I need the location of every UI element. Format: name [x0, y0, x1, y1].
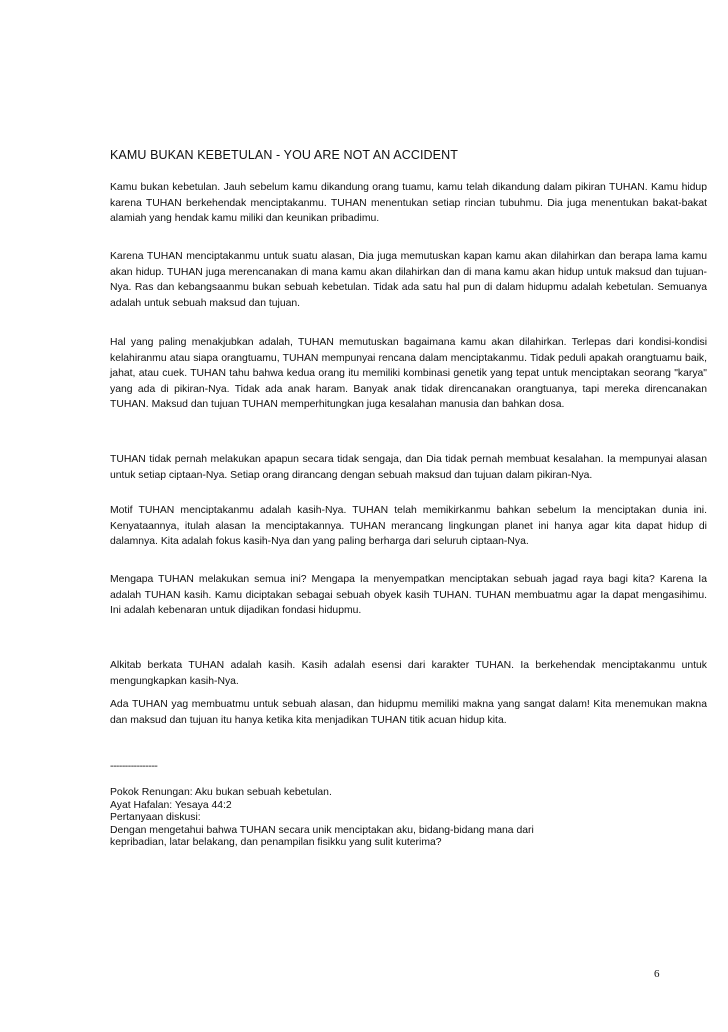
paragraph-5: Motif TUHAN menciptakanmu adalah kasih-Nya. TUHAN telah memikirkanmu bahkan sebelum Ia menciptakan dunia ini. Kenyataannya, itulah alasan Ia menciptakannya. TUHAN merancang lingkungan planet ini hanya agar kita dapat hidup di dalamnya. Kita adalah fokus kasih-Nya dan yang paling berharga dari seluruh ciptaan-Nya.	[110, 505, 707, 547]
document-title: KAMU BUKAN KEBETULAN - YOU ARE NOT AN ACCIDENT	[110, 148, 458, 162]
paragraph-3: Hal yang paling menakjubkan adalah, TUHAN memutuskan bagaimana kamu akan dilahirkan. Terlepas dari kondisi-kondisi kelahiranmu atau siapa orangtuamu, TUHAN mempunyai rencana dalam menciptakanmu. Tidak peduli apakah orangtuamu baik, jahat, atau cuek. TUHAN tahu bahwa kedua orang itu memiliki kombinasi genetik yang tepat untuk menciptakan seorang "karya" yang ada di pikiran-Nya. Tidak ada anak haram. Banyak anak tidak direncanakan orangtuanya, tapi mereka direncanakan TUHAN. Maksud dan tujuan TUHAN memperhitungkan juga kesalahan manusia dan bahkan dosa.	[110, 337, 707, 410]
paragraph-1: Kamu bukan kebetulan. Jauh sebelum kamu dikandung orang tuamu, kamu telah dikandung dalam pikiran TUHAN. Kamu hidup karena TUHAN berkehendak menciptakanmu. TUHAN menentukan setiap rincian tubuhmu. Dia juga menentukan bakat-bakat alamiah yang hendak kamu miliki dan keunikan pribadimu.	[110, 182, 707, 224]
page-number: 6	[654, 968, 660, 980]
discussion-question-line-2: kepribadian, latar belakang, dan penampilan fisikku yang sulit kuterima?	[110, 837, 442, 848]
diskusi-label: Pertanyaan diskusi:	[110, 812, 201, 823]
paragraph-4: TUHAN tidak pernah melakukan apapun secara tidak sengaja, dan Dia tidak pernah membuat kesalahan. Ia mempunyai alasan untuk setiap ciptaan-Nya. Setiap orang dirancang dengan sebuah maksud dan tujuan dalam pikiran-Nya.	[110, 454, 707, 481]
paragraph-8: Ada TUHAN yag membuatmu untuk sebuah alasan, dan hidupmu memiliki makna yang sangat dalam! Kita menemukan makna dan maksud dan tujuan itu hanya ketika kita menjadikan TUHAN titik acuan hidup kita.	[110, 699, 707, 726]
paragraph-7: Alkitab berkata TUHAN adalah kasih. Kasih adalah esensi dari karakter TUHAN. Ia berkehendak menciptakanmu untuk mengungkapkan kasih-Nya.	[110, 660, 707, 687]
paragraph-6: Mengapa TUHAN melakukan semua ini? Mengapa Ia menyempatkan menciptakan sebuah jagad raya bagi kita? Karena Ia adalah TUHAN kasih. Kamu diciptakan sebagai sebuah obyek kasih TUHAN. TUHAN membuatmu agar Ia dapat mengasihimu. Ini adalah kebenaran untuk dijadikan fondasi hidupmu.	[110, 574, 707, 616]
study-notes	[110, 787, 710, 850]
discussion-question-line-1: Dengan mengetahui bahwa TUHAN secara unik menciptakan aku, bidang-bidang mana dari	[110, 824, 534, 836]
hafalan-line: Ayat Hafalan: Yesaya 44:2	[110, 799, 232, 811]
section-divider: ----------------	[110, 761, 158, 772]
paragraph-2: Karena TUHAN menciptakanmu untuk suatu alasan, Dia juga memutuskan kapan kamu akan dilahirkan dan berapa lama kamu akan hidup. TUHAN juga merencanakan di mana kamu akan dilahirkan dan di mana kamu akan hidup untuk maksud dan tujuan-Nya. Ras dan kebangsaanmu bukan sebuah kebetulan. Tidak ada satu hal pun di dalam hidupmu adalah kebetulan. Semuanya adalah untuk sebuah maksud dan tujuan.	[110, 251, 707, 309]
renungan-line: Pokok Renungan: Aku bukan sebuah kebetulan.	[110, 787, 332, 798]
